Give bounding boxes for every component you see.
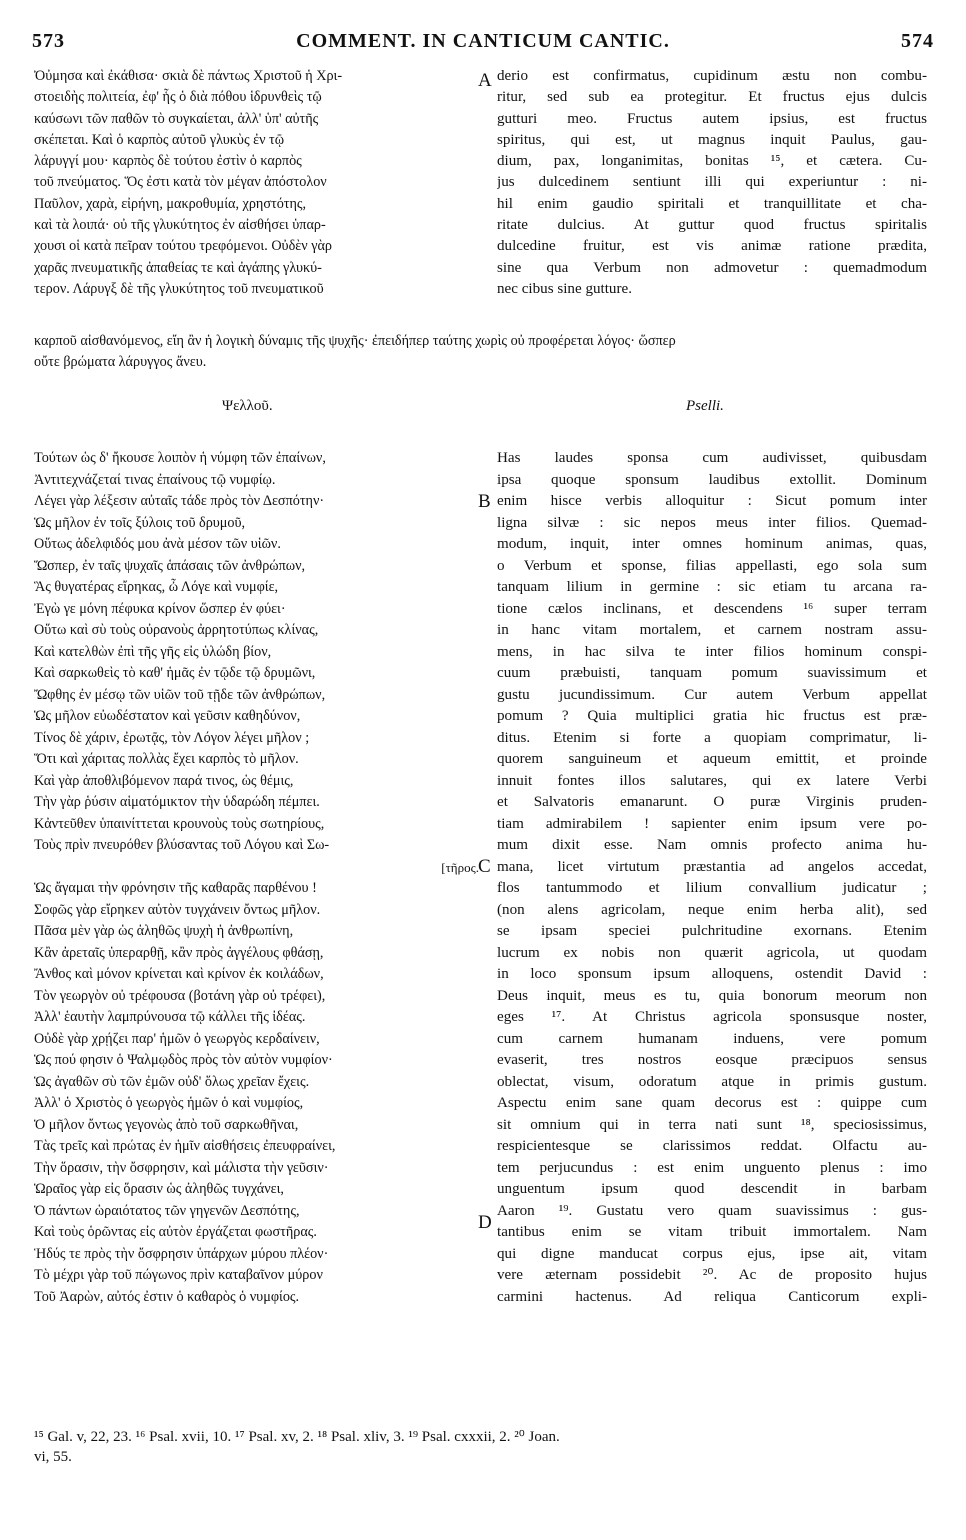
text-line: καὶ τὰ λοιπά· οὐ τῆς γλυκύτητος ἐν αἰσθήσει ὑπαρ- [34, 217, 326, 234]
text-line: Οὐδὲ γὰρ χρῄζει παρ' ἡμῶν ὁ γεωργὸς κερδαίνειν, [34, 1030, 320, 1047]
latin-section-heading: Pselli. [686, 398, 724, 414]
text-line: Τὴν ὅρασιν, τὴν ὄσφρησιν, καὶ μάλιστα τὴν γεῦσιν· [34, 1159, 329, 1176]
text-line: in loco sponsum ipsum alloquens, ostendit David : [497, 966, 927, 982]
text-line: pomum ? Quia multiplici gratia hic fructus est præ- [497, 708, 927, 724]
text-line: Ὡς μῆλον ἐν τοῖς ξύλοις τοῦ δρυμοῦ, [34, 514, 246, 531]
text-line: o Verbum et sponse, filias appellasti, ego sola sum [497, 557, 927, 574]
text-line: spiritus, qui est, ut magnus inquit Paulus, gau- [497, 131, 927, 148]
text-line: Ἄνθος καὶ μόνον κρίνεται καὶ κρίνον ἐκ κοιλάδων, [34, 966, 324, 982]
text-line: Κἀντεῦθεν ὑπαινίττεται κρουνοὺς τοὺς σωτηρίους, [34, 815, 325, 832]
running-title: COMMENT. IN CANTICUM CANTIC. [296, 30, 670, 52]
text-line: mana, licet virtutum præstantia ad angelos accedat, [497, 858, 927, 875]
text-line: Ὅτι καὶ χάριτας πολλὰς ἔχει καρπὸς τὸ μῆλον. [34, 751, 299, 767]
text-line: gustu jucundissimum. Cur autem Verbum appellat [497, 686, 927, 703]
text-line: Ἀλλ' ὁ Χριστὸς ὁ γεωργὸς ἡμῶν ὁ καὶ νυμφίος, [34, 1095, 304, 1111]
text-line: Ἡδύς τε πρὸς τὴν ὄσφρησιν ὑπάρχων μύρου πλέον· [34, 1245, 329, 1262]
text-line: Οὕτως ἀδελφιδός μου ἀνὰ μέσον τῶν υἱῶν. [34, 536, 281, 552]
text-line: Aspectu enim sane quam decorus est : quippe cum [497, 1095, 927, 1111]
text-line: quorem sanguineum et aqueum emittit, et proinde [497, 751, 927, 767]
text-line: οὔτε βρώματα λάρυγγος ἄνευ. [34, 354, 207, 371]
text-line: Ὥσπερ, ἐν ταῖς ψυχαῖς ἁπάσαις τῶν ἀνθρώπων, [34, 557, 306, 574]
text-line: tantibus enim se vitam tribuit immortalem. Nam [497, 1224, 927, 1240]
greek-section-heading: Ψελλοῦ. [222, 398, 273, 414]
text-line: dium, pax, longanimitas, bonitas ¹⁵, et cætera. Cu- [497, 153, 927, 170]
text-line: στοειδὴς πολιτεία, ἐφ' ἧς ὁ διὰ πόθου ἱδρυνθεὶς τῷ [34, 89, 322, 106]
text-line: tanquam lilium in germine : sic etiam tu arcana ra- [497, 579, 927, 595]
text-line: Πᾶσα μὲν γὰρ ὡς ἀληθῶς ψυχὴ ἡ ἀνθρωπίνη, [34, 923, 294, 939]
text-line: Ὤφθης ἐν μέσῳ τῶν υἱῶν τοῦ τῇδε τῶν ἀνθρώπων, [34, 686, 326, 703]
text-line: sit omnium qui in terra nati sunt ¹⁸, speciosissimus, [497, 1116, 927, 1133]
text-line: τοῦ πνεύματος. Ὅς ἐστι κατὰ τὸν μέγαν ἀπόστολον [34, 174, 327, 191]
text-line: sine qua Verbum non admovetur : quemadmodum [497, 259, 927, 276]
text-line: ipsa quoque sponsum laudibus extollit. Dominum [497, 471, 927, 488]
text-line: καύσωνι τῶν παθῶν τὸ συγκαίεται, ἀλλ' ὑπ' αὐτῆς [34, 110, 319, 127]
margin-marker-b: B [478, 491, 491, 512]
text-line: nec cibus sine gutture. [497, 280, 632, 297]
text-line: Ἃς θυγατέρας εἴρηκας, ὦ Λόγε καὶ νυμφίε, [34, 579, 279, 595]
text-line: (non alens agricolam, neque enim herba alit), sed [497, 901, 927, 918]
text-line: Κἂν ἀρεταῖς ὑπεραρθῇ, κἂν πρὸς ἀγγέλους φθάσῃ, [34, 944, 324, 961]
text-line: Τὸ μέχρι γὰρ τοῦ πώγωνος πρὶν καταβαῖνον μύρον [34, 1267, 323, 1283]
top-latin-column [497, 66, 927, 300]
text-line: Deus inquit, meus es tu, quia bonorum meorum non [497, 987, 927, 1004]
text-line: cum carnem humanam induens, vere pomum [497, 1030, 927, 1047]
text-line: Καὶ τοὺς ὁρῶντας εἰς αὐτὸν ἐργάζεται φωστῆρας. [34, 1224, 317, 1240]
text-line: Τὰς τρεῖς καὶ πρώτας ἐν ἡμῖν αἰσθήσεις ἐπευφραίνει, [34, 1138, 336, 1154]
page-header [32, 30, 934, 60]
text-line: et Salvatoris emanarunt. O puræ Virginis pruden- [497, 794, 927, 810]
text-line: Παῦλον, χαρὰ, εἰρήνη, μακροθυμία, χρηστότης, [34, 195, 307, 212]
text-line: Ὡραῖος γὰρ εἰς ὅρασιν ὡς ἀληθῶς τυγχάνει, [34, 1181, 284, 1197]
top-greek-column [34, 66, 472, 300]
text-line: Ὀὐμησα καὶ ἐκάθισα· σκιὰ δὲ πάντως Χριστοῦ ἡ Χρι- [34, 68, 343, 84]
text-line: mens, in hac silva te inter filios hominum conspi- [497, 643, 927, 660]
text-line: Τὴν γὰρ ῥύσιν αἱματόμικτον τὴν ὑδαρώδη πέμπει. [34, 794, 320, 810]
latin-prose-column [497, 448, 927, 1308]
text-line: enim hisce verbis alloquitur : Sicut pomum inter [497, 493, 927, 509]
text-line: eges ¹⁷. At Christus agricola sponsusque noster, [497, 1009, 927, 1025]
text-line: derio est confirmatus, cupidinum æstu non combu- [497, 68, 927, 84]
text-line: tem perjucundus : est enim unguento plenus : imo [497, 1159, 927, 1176]
text-line: σκέπεται. Καὶ ὁ καρπὸς αὐτοῦ γλυκὺς ἐν τῷ [34, 131, 285, 148]
text-line: evaserit, tres nostros eosque præcipuos sensus [497, 1052, 927, 1068]
text-line: Ἀντιτεχνάζεταί τινας ἐπαίνους τῷ νυμφίῳ. [34, 471, 276, 488]
text-line: Καὶ κατελθὼν ἐπὶ τῆς γῆς εἰς ὑλώδη βίον, [34, 643, 272, 660]
text-line: respicientesque se clarissimos reddat. Olfactu au- [497, 1138, 927, 1154]
text-line: ditus. Etenim si forte a quopiam comprimatur, li- [497, 729, 927, 746]
text-line: lucrum ex nobis non quærit agricola, ut quodam [497, 944, 927, 961]
text-line: Τοῦ Ἀαρὼν, αὐτός ἐστιν ὁ καθαρὸς ὁ νυμφίος. [34, 1288, 300, 1305]
text-line: cuum præbuisti, tanquam pomum suavissimum et [497, 665, 927, 681]
margin-marker-a: A [478, 70, 492, 91]
text-line: carmini hactenus. Ad reliqua Canticorum expli- [497, 1288, 927, 1305]
text-line: λάρυγγί μου· καρπὸς δὲ τούτου ἐστὶν ὁ καρπὸς [34, 153, 302, 170]
text-line: Ἐγὼ γε μόνη πέφυκα κρίνον ὥσπερ ἐν φύει· [34, 600, 286, 617]
text-line: ritate dulcius. At guttur quod fructus spiritalis [497, 217, 927, 234]
text-line: gutturi meo. Fructus autem ipsius, est fructus [497, 110, 927, 127]
text-line: Ὡς ἄγαμαι τὴν φρόνησιν τῆς καθαρᾶς παρθένου ! [34, 880, 317, 896]
margin-marker-d: D [478, 1212, 492, 1233]
text-line: Καὶ γὰρ ἀποθλιβόμενον παρά τινος, ὡς θέμις, [34, 772, 294, 789]
text-line: Τίνος δὲ χάριν, ἐρωτᾷς, τὸν Λόγον λέγει μῆλον ; [34, 729, 310, 746]
text-line: se ipsam speciei pulchritudine exornans. Etenim [497, 923, 927, 939]
greek-poem-column [34, 448, 479, 1308]
text-line: mum dixit esse. Nam omnis profecto anima hu- [497, 837, 927, 853]
text-line: Οὕτω καὶ σὺ τοὺς οὐρανοὺς ἀρρητοτύπως κλίνας, [34, 622, 319, 638]
text-line: hil enim gaudio spiritali et tranquillitate et cha- [497, 195, 927, 212]
text-line: Τοὺς πρὶν πνευρόθεν βλύσαντας τοῦ Λόγου καὶ Σω- [34, 837, 330, 853]
text-line: ligna silvæ : sic nepos meus inter filios. Quemad- [497, 514, 927, 531]
text-line: oblectat, visum, odoratum atque in primis gustum. [497, 1073, 927, 1090]
text-line: Ἀλλ' ἑαυτὴν λαμπρύνουσα τῷ κάλλει τῆς ἰδέας. [34, 1009, 306, 1025]
text-line: qui digne manducat corpus ejus, ipse ait, vitam [497, 1245, 927, 1262]
text-line: Has laudes sponsa cum audivisset, quibusdam [497, 450, 927, 466]
text-line: Καὶ σαρκωθεὶς τὸ καθ' ἡμᾶς ἐν τῷδε τῷ δρυμῶνι, [34, 665, 316, 681]
text-line: Λέγει γὰρ λέξεσιν αὐταῖς τάδε πρὸς τὸν Δεσπότην· [34, 493, 325, 509]
text-line: χαρᾶς πνευματικῆς ἀπαθείας τε καὶ ἀγάπης γλυκύ- [34, 259, 322, 276]
text-line: dulcedine fruitur, est vis animæ ratione prædita, [497, 238, 927, 255]
left-page-number: 573 [32, 30, 65, 52]
text-line: τερον. Λάρυγξ δὲ τῆς γλυκύτητος τοῦ πνευματικοῦ [34, 280, 324, 297]
text-line: χουσι οἱ κατὰ πεῖραν τούτου τρεφόμενοι. Οὐδὲν γὰρ [34, 238, 332, 255]
text-line: flos tantummodo et lilium convallium judicatur ; [497, 880, 927, 896]
text-line: innuit fontes illos salutares, qui ex latere Verbi [497, 772, 927, 789]
text-line: Ὁ πάντων ὡραιότατος τῶν γηγενῶν Δεσπότης, [34, 1202, 300, 1219]
text-line: ¹⁵ Gal. v, 22, 23. ¹⁶ Psal. xvii, 10. ¹⁷ Psal. xv, 2. ¹⁸ Psal. xliv, 3. ¹⁹ Psal. cxxxii, 2. ²⁰ Joan. [34, 1429, 560, 1445]
text-line: Ὁ μῆλον ὄντως γεγονὼς ἀπὸ τοῦ σαρκωθῆναι, [34, 1116, 299, 1133]
text-line: modum, inquit, inter omnes hominum animas, quas, [497, 536, 927, 552]
text-line: καρποῦ αἰσθανόμενος, εἴη ἂν ἡ λογικὴ δύναμις τῆς ψυχῆς· ἐπειδήπερ ταύτης χωρὶς οὐ προφέρεται λόγος· ὥσπερ [34, 333, 676, 349]
text-line: vi, 55. [34, 1449, 72, 1465]
text-line: [τῆρος. [441, 859, 479, 875]
margin-marker-c: C [478, 856, 491, 877]
text-line: unguentum ipsum quod descendit in barbam [497, 1181, 927, 1197]
text-line: ritur, sed sub ea protegitur. Et fructus ejus dulcis [497, 89, 927, 106]
text-line: Τὸν γεωργὸν οὐ τρέφουσα (βοτάνη γὰρ οὐ τρέφει), [34, 987, 326, 1004]
right-page-number: 574 [901, 30, 934, 52]
text-line: in hanc vitam mortalem, et carnem nostram assu- [497, 622, 927, 638]
text-line: tione cælos inclinans, et descendens ¹⁶ super terram [497, 600, 927, 617]
text-line: Ὡς πού φησιν ὁ Ψαλμῳδὸς πρὸς τὸν αὐτὸν νυμφίον· [34, 1052, 333, 1068]
text-line: tiam admirabilem ! sapienter enim ipsum vere po- [497, 815, 927, 832]
text-line: Τούτων ὡς δ' ἤκουσε λοιπὸν ἡ νύμφη τῶν ἐπαίνων, [34, 450, 326, 466]
text-line: Ὡς ἀγαθῶν σὺ τῶν ἐμῶν οὐδ' ὅλως χρεῖαν ἔχεις. [34, 1073, 310, 1090]
text-line: jus dulcedinem sentiunt illi qui experiuntur : ni- [497, 174, 927, 191]
greek-spanning-lines [34, 331, 934, 374]
text-line: vere æternam possidebit ²⁰. Ac de proposito hujus [497, 1267, 927, 1283]
footnotes [34, 1427, 934, 1467]
text-line: Aaron ¹⁹. Gustatu vero quam suavissimus : gus- [497, 1202, 927, 1219]
text-line: Σοφῶς γὰρ εἴρηκεν αὐτὸν τυγχάνειν ὄντως μῆλον. [34, 901, 321, 918]
text-line: Ὡς μῆλον εὐωδέστατον καὶ γεῦσιν καθηδύνον, [34, 708, 301, 724]
